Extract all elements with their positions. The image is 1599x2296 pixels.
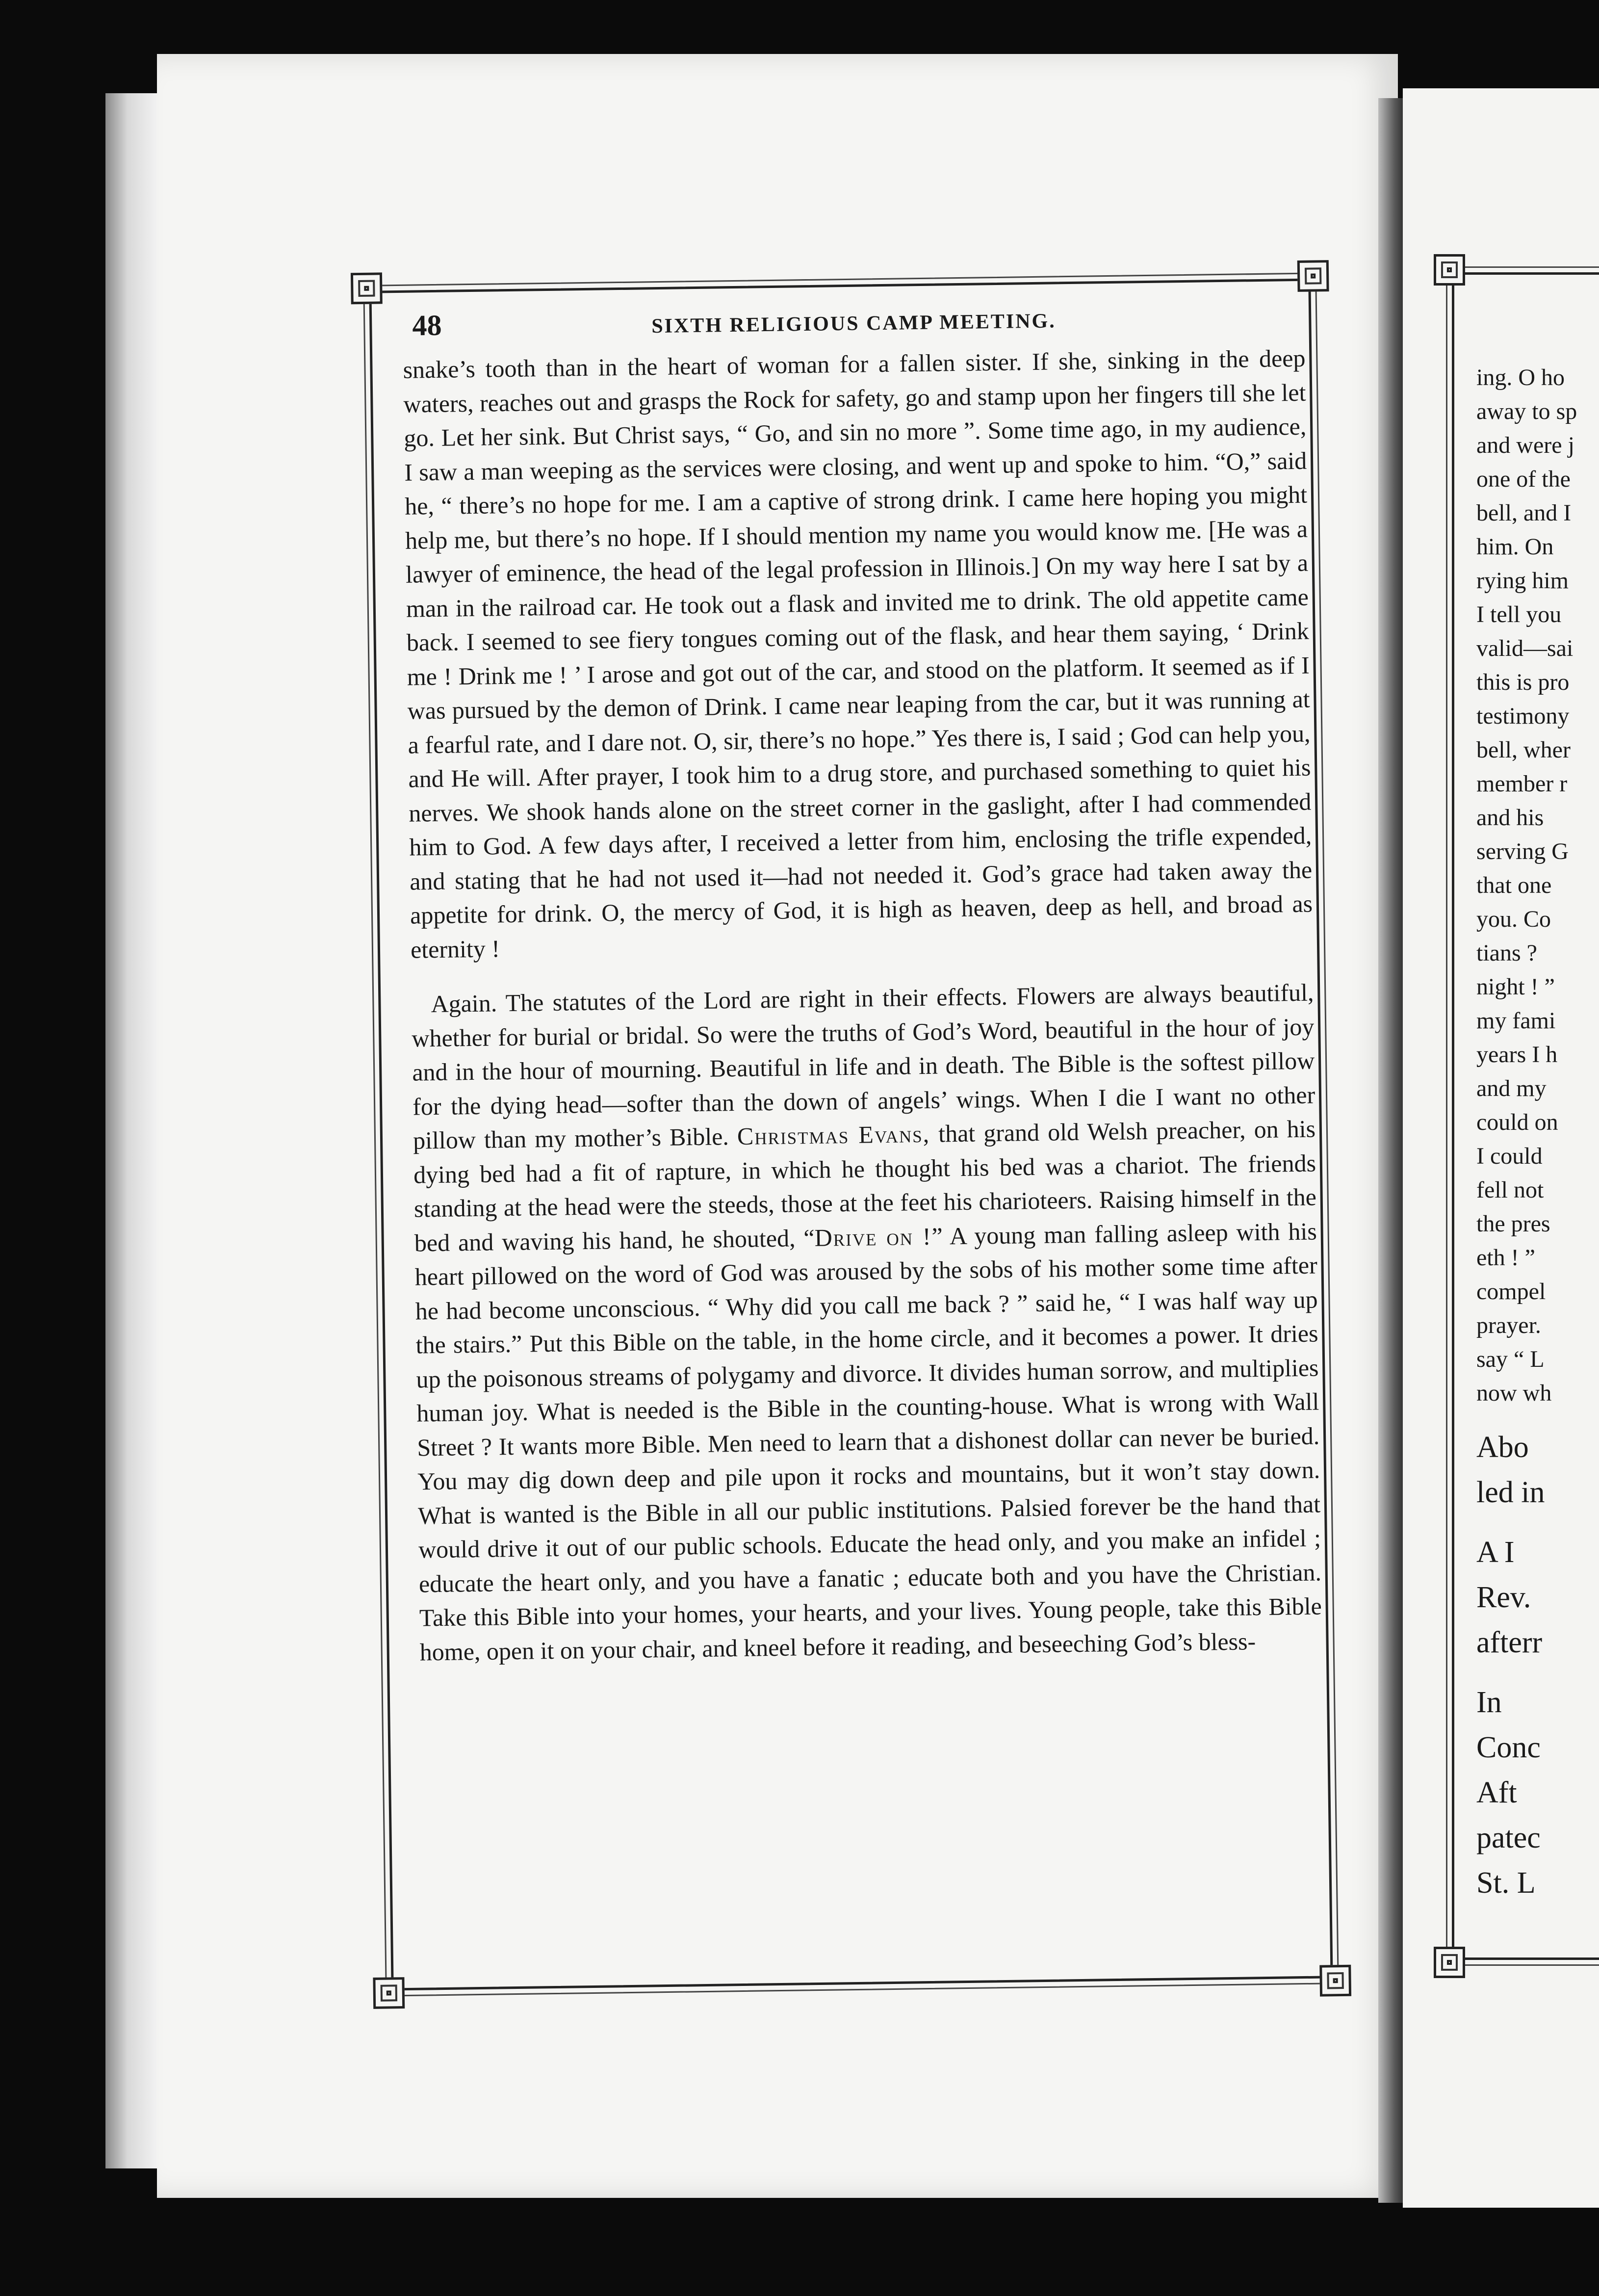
right-page-line: you. Co [1476, 906, 1551, 932]
right-page-line: A I [1476, 1536, 1515, 1569]
right-page-line: Abo [1476, 1431, 1529, 1464]
right-page-line: the pres [1476, 1211, 1550, 1237]
right-page-line: Aft [1476, 1776, 1517, 1809]
paragraph-1: snake’s tooth than in the heart of woman for a fallen sister. If she, sinking in the deep waters, reaches out and grasps the Rock for safety, go and stamp upon her fingers till she let go. Let her sink. But Christ says, “ Go, and sin no more ”. Some time ago, in my audience, I saw a man weeping as the services were closing, and went up and spoke to him. “O,” said he, “ there’s no hope for me. I am a captive of strong drink. I came here hoping you might help me, but there’s no hope. If I should mention my name you would know me. [He was a lawyer of eminence, the head of the legal profession in Illinois.] On my way here I sat by a man in the railroad car. He took out a flask and invited me to drink. The old appetite came back. I seemed to see fiery tongues coming out of the flask, and hear them saying, ‘ Drink me ! Drink me ! ’ I arose and got out of the car, and stood on the platform. It seemed as if I was pursued by the demon of Drink. I came near leaping from the car, but it was running at a fearful rate, and I dare not. O, sir, there’s no hope.” Yes there is, I said ; God can help you, and He will. After prayer, I took him to a drug store, and purchased something to quiet his nerves. We shook hands alone on the street corner in the gaslight, after I had commended him to God. A few days after, I received a letter from him, enclosing the trifle expended, and stating that he had not used it—had not needed it. God’s grace had taken away the appetite for drink. O, the mercy of God, it is high as heaven, deep as hell, and broad as eternity ! [403, 344, 1313, 964]
paragraph-2-part-3: ” A young man falling asleep with his heart pillowed on the word of God was aroused by the sobs of his mother some time after he had become unconscious. “ Why did you call me back ? ” said he, “ I was half way up the stairs.” Put this Bible on the table, in the home circle, and it becomes a power. It dries up the poisonous streams of polygamy and divorce. It divides human sorrow, and multiplies human joy. What is needed is the Bible in the counting-house. What is wrong with Wall Street ? It wants more Bible. Men need to learn that a dishonest dollar can never be buried. You may dig down deep and pile upon it rocks and mountains, but it won’t stay down. What is wanted is the Bible in all our public institutions. Palsied forever be the hand that would drive it out of our public schools. Educate the head only, and you make an infidel ; educate the heart only, and you have a fanatic ; educate both and you have the Christian. Take this Bible into your homes, your hearts, and your lives. Young people, take this Bible home, open it on your chair, and kneel before it reading, and beseeching God’s bless- [414, 1217, 1322, 1666]
right-page-line: rying him [1476, 568, 1569, 594]
right-page-line: St. L [1476, 1866, 1536, 1900]
shout-drive-on: Drive on ! [814, 1222, 932, 1252]
right-page-line: serving G [1476, 838, 1569, 864]
right-page-line: away to sp [1476, 398, 1577, 424]
page-number: 48 [412, 309, 442, 342]
right-page-text-fragments [1476, 361, 1599, 1905]
right-page-line: that one [1476, 872, 1552, 898]
paragraph-2-part-2: that grand old Welsh preacher, on his dying bed had a fit of rapture, in which he thought his bed was a chariot. The friends standing at the head were the steeds, those at the feet his charioteers. Raising himself in the bed and waving his hand, he shouted, “ [413, 1115, 1317, 1257]
book-gutter [1378, 98, 1405, 2203]
right-page-line: and his [1476, 805, 1544, 831]
right-page-line: I could [1476, 1143, 1543, 1169]
right-page-line: fell not [1476, 1177, 1544, 1203]
right-page-line: bell, and I [1476, 500, 1572, 526]
right-page-line: I tell you [1476, 601, 1562, 627]
right-page-line: compel [1476, 1278, 1546, 1305]
right-page-line: and my [1476, 1075, 1547, 1101]
right-page-line: testimony [1476, 703, 1570, 729]
right-page-line: this is pro [1476, 669, 1570, 695]
corner-ornament-icon [1434, 254, 1465, 286]
right-page-line: say “ L [1476, 1346, 1545, 1372]
left-page-text [392, 297, 1332, 1669]
right-page-line: years I h [1476, 1042, 1558, 1068]
corner-ornament-icon [1297, 260, 1329, 292]
paragraph-2 [411, 976, 1322, 1670]
right-page-line: Conc [1476, 1731, 1541, 1764]
right-page-line: Rev. [1476, 1581, 1531, 1614]
corner-ornament-icon [1319, 1965, 1351, 1997]
right-page-line: my fami [1476, 1008, 1556, 1034]
right-page-line: one of the [1476, 466, 1571, 492]
right-page-line: could on [1476, 1109, 1558, 1135]
right-page-line: now wh [1476, 1380, 1552, 1406]
right-page-line: ing. O ho [1476, 365, 1565, 391]
corner-ornament-icon [1434, 1947, 1465, 1978]
right-page-line: and were j [1476, 432, 1574, 458]
right-page-line: afterr [1476, 1626, 1543, 1659]
right-page-line: prayer. [1476, 1312, 1541, 1338]
paragraph-2-part-1: Again. The statutes of the Lord are right in their effects. Flowers are always beautiful, whether for burial or bridal. So were the truths of God’s Word, beautiful in the hour of joy and in the hour of mourning. Beautiful in life and in death. The Bible is the softest pillow for the dying head—softer than the down of angels’ wings. When I die I want no other pillow than my mother’s Bible. [412, 978, 1315, 1154]
right-page-line: member r [1476, 771, 1568, 797]
name-christmas-evans: Christmas Evans, [737, 1120, 930, 1150]
right-page-line: him. On [1476, 534, 1554, 560]
right-page-line: eth ! ” [1476, 1245, 1535, 1271]
right-page-line: patec [1476, 1821, 1541, 1854]
corner-ornament-icon [351, 272, 383, 304]
right-page-line: bell, wher [1476, 737, 1571, 763]
running-head: SIXTH RELIGIOUS CAMP MEETING. [651, 310, 1056, 338]
right-page-line: In [1476, 1686, 1502, 1719]
right-page-line: night ! ” [1476, 974, 1555, 1000]
right-page-line: tians ? [1476, 940, 1537, 966]
corner-ornament-icon [373, 1977, 405, 2009]
right-page-line: led in [1476, 1476, 1545, 1509]
right-page-line: valid—sai [1476, 635, 1573, 661]
